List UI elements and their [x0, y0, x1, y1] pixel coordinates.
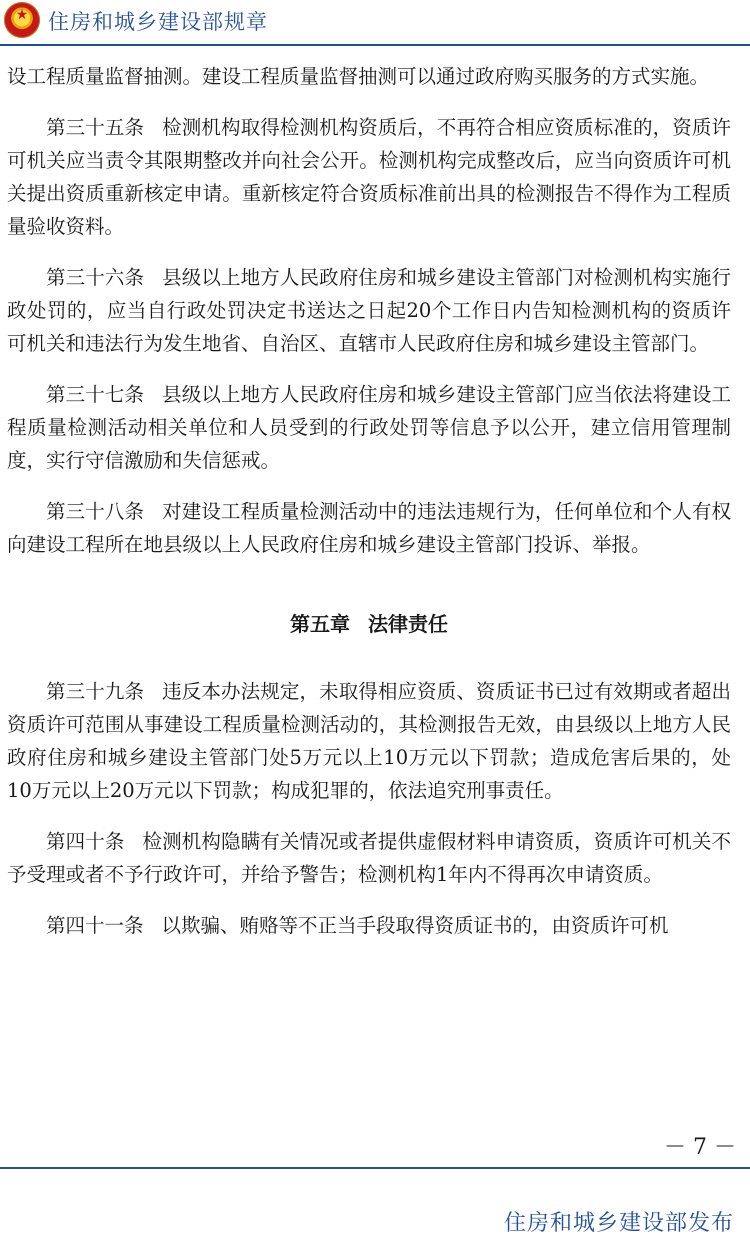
article-paragraph [7, 495, 731, 561]
national-emblem-icon [4, 2, 40, 38]
continuation-paragraph: 设工程质量监督抽测。建设工程质量监督抽测可以通过政府购买服务的方式实施。 [7, 65, 710, 88]
header-title: 住房和城乡建设部规章 [48, 10, 268, 34]
article-paragraph [7, 825, 731, 891]
article-text: 以欺骗、贿赂等不正当手段取得资质证书的，由资质许可机 [161, 914, 669, 937]
article-paragraph [7, 909, 731, 942]
article-label: 第四十条 [46, 830, 125, 853]
article-text: 检测机构隐瞒有关情况或者提供虚假材料申请资质，资质许可机关不予受理或者不予行政许可，并给予警告；检测机构1年内不得再次申请资质。 [7, 830, 731, 886]
chapter-number: 第五章 [290, 612, 350, 636]
article-label: 第三十七条 [46, 383, 145, 406]
article-paragraph [7, 261, 731, 360]
chapter-title: 法律责任 [368, 612, 448, 636]
article-paragraph [7, 111, 731, 243]
article-text: 对建设工程质量检测活动中的违法违规行为，任何单位和个人有权向建设工程所在地县级以上人民政府住房和城乡建设主管部门投诉、举报。 [7, 500, 731, 556]
chapter-heading [7, 609, 731, 639]
article-label: 第三十六条 [46, 266, 145, 289]
footer-divider [0, 1167, 750, 1169]
page-number: － 7 － [664, 1135, 736, 1160]
document-body [7, 60, 731, 960]
article-paragraph [7, 378, 731, 477]
article-label: 第四十一条 [46, 914, 144, 937]
article-text: 县级以上地方人民政府住房和城乡建设主管部门应当依法将建设工程质量检测活动相关单位和人员受到的行政处罚等信息予以公开，建立信用管理制度，实行守信激励和失信惩戒。 [7, 383, 731, 472]
article-text: 检测机构取得检测机构资质后，不再符合相应资质标准的，资质许可机关应当责令其限期整改并向社会公开。检测机构完成整改后，应当向资质许可机关提出资质重新核定申请。重新核定符合资质标准前出具的检测报告不得作为工程质量验收资料。 [7, 116, 731, 238]
article-label: 第三十九条 [46, 680, 145, 703]
article-paragraph [7, 675, 731, 807]
article-text: 违反本办法规定，未取得相应资质、资质证书已过有效期或者超出资质许可范围从事建设工程质量检测活动的，其检测报告无效，由县级以上地方人民政府住房和城乡建设主管部门处5万元以上10万元以下罚款；造成危害后果的，处10万元以上20万元以下罚款；构成犯罪的，依法追究刑事责任。 [7, 680, 731, 802]
page-header [0, 0, 750, 44]
article-text: 县级以上地方人民政府住房和城乡建设主管部门对检测机构实施行政处罚的，应当自行政处罚决定书送达之日起20个工作日内告知检测机构的资质许可机关和违法行为发生地省、自治区、直辖市人民政府住房和城乡建设主管部门。 [7, 266, 731, 355]
footer-publisher: 住房和城乡建设部发布 [503, 1211, 734, 1236]
article-label: 第三十八条 [46, 500, 145, 523]
header-divider [0, 44, 750, 46]
article-label: 第三十五条 [46, 116, 145, 139]
